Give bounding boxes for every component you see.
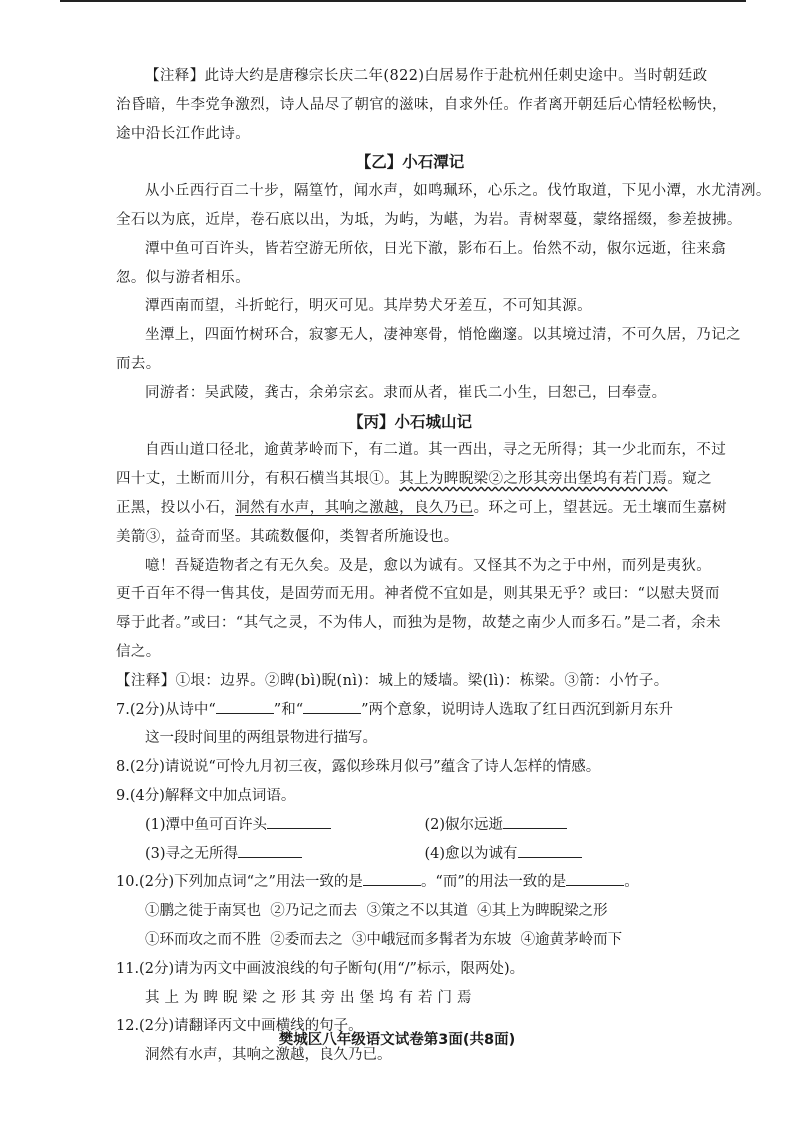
option-text: (2)俶尔远逝 — [424, 816, 504, 833]
question-8: 8.(2分)请说说“可怜九月初三夜，露似珍珠月似弓”蕴含了诗人怎样的情感。 — [116, 759, 601, 776]
option-row — [116, 811, 704, 840]
text-span: ”和“ — [273, 701, 304, 718]
passage-line — [116, 465, 713, 494]
question-stem — [116, 868, 704, 897]
question-line — [116, 696, 704, 725]
passage-line: 自西山道口径北，逾黄茅岭而下，有二道。其一西出，寻之无所得；其一少北而东，不过 — [145, 442, 727, 459]
answer-blank[interactable] — [363, 871, 421, 886]
passage-bing — [116, 436, 727, 666]
answer-blank[interactable] — [518, 843, 582, 858]
question-stem: 12.(2分)请翻译丙文中画横线的句子。 — [116, 1018, 363, 1035]
text-span: 。 — [624, 874, 639, 891]
note-line: 途中沿长江作此诗。 — [116, 125, 251, 142]
option-text: (3)寻之无所得 — [145, 845, 239, 862]
question-stem: 9.(4分)解释文中加点词语。 — [116, 787, 296, 804]
passage-bing-title: 【丙】小石城山记 — [347, 411, 472, 431]
answer-blank[interactable] — [216, 699, 274, 714]
text-span: ”两个意象，说明诗人选取了红日西沉到新月东升 — [361, 701, 674, 718]
answer-blank[interactable] — [566, 871, 624, 886]
passage-note: 【注释】①垠：边界。②睥(bì)睨(nì)：城上的矮墙。梁(lì)：栋梁。③箭：小竹子。 — [116, 672, 669, 689]
option-row — [116, 926, 704, 955]
option-text: (1)潭中鱼可百许头 — [145, 816, 268, 833]
option-text: ④其上为睥睨梁之形 — [477, 903, 608, 920]
answer-blank[interactable] — [238, 843, 302, 858]
passage-line: 忽。似与游者相乐。 — [116, 269, 251, 286]
question-stem: 11.(2分)请为丙文中画波浪线的句子断句(用“/”标示，限两处)。 — [116, 960, 525, 977]
option-text: ②委而去之 — [270, 931, 343, 948]
passage-line: 更千百年不得一售其伎，是固劳而无用。神者傥不宜如是，则其果无乎？或曰：“以慰夫贤而 — [116, 586, 720, 603]
text-span: 正黑，投以小石， — [116, 499, 236, 516]
question-9 — [116, 782, 704, 868]
passage-line: 噫！吾疑造物者之有无久矣。及是，愈以为诚有。又怪其不为之于中州，而列是夷狄。 — [145, 557, 712, 574]
passage-line — [116, 494, 727, 523]
question-10 — [116, 868, 704, 954]
question-7 — [116, 696, 704, 754]
option-text: ①环而攻之而不胜 — [145, 931, 261, 948]
question-sentence: 洞然有水声，其响之激越，良久乃已。 — [145, 1047, 392, 1064]
passage-yi — [116, 177, 771, 407]
text-span: 。“而”的用法一致的是 — [420, 874, 567, 891]
option-item — [425, 811, 705, 840]
option-text: (4)愈以为诚有 — [424, 845, 518, 862]
answer-blank[interactable] — [303, 699, 361, 714]
passage-line: 坐潭上，四面竹树环合，寂寥无人，凄神寒骨，悄怆幽邃。以其境过清，不可久居，乃记之 — [145, 327, 741, 344]
option-item — [145, 840, 425, 869]
page-footer: 樊城区八年级语文试卷第3面(共8面) — [278, 1032, 516, 1048]
option-item — [145, 811, 425, 840]
text-span: 。环之可上，望甚远。无土壤而生嘉树 — [473, 499, 727, 516]
option-item — [425, 840, 705, 869]
passage-line: 同游者：吴武陵，龚古，余弟宗玄。隶而从者，崔氏二小生，曰恕己，曰奉壹。 — [145, 384, 667, 401]
option-text: ②乃记之而去 — [270, 903, 358, 920]
passage-line: 潭中鱼可百许头，皆若空游无所依，日光下澈，影布石上。佁然不动，俶尔远逝，往来翕 — [145, 240, 727, 257]
passage-line: 全石以为底，近岸，卷石底以出，为坻，为屿，为嵁，为岩。青树翠蔓，蒙络摇缀，参差披拂。 — [116, 211, 742, 228]
exam-page — [116, 62, 771, 1070]
text-span: 四十丈，土断而川分，有积石横当其垠①。 — [116, 471, 400, 488]
passage-line: 辱于此者。”或曰：“其气之灵，不为伟人，而独为是物，故楚之南少人而多石。”是二者，余未 — [116, 615, 721, 632]
top-border-line — [60, 0, 746, 2]
underlined-sentence: 洞然有水声，其响之激越，良久乃已 — [235, 499, 474, 516]
passage-line: 信之。 — [116, 643, 161, 660]
text-span: 10.(2分)下列加点词“之”用法一致的是 — [116, 874, 363, 891]
note-line: 【注释】此诗大约是唐穆宗长庆二年(822)白居易作于赴杭州任刺史途中。当时朝廷政 — [145, 68, 708, 84]
option-text: ③中峨冠而多髯者为东坡 — [351, 931, 512, 948]
answer-blank[interactable] — [503, 814, 567, 829]
passage-line: 而去。 — [116, 355, 161, 372]
question-sentence: 其上为睥睨梁之形其旁出堡坞有若门焉 — [145, 989, 477, 1006]
poem-note — [116, 62, 727, 148]
passage-line: 美箭③，益奇而坚。其疏数偃仰，类智者所施设也。 — [116, 528, 459, 545]
passage-line: 从小丘西行百二十步，隔篁竹，闻水声，如鸣珮环，心乐之。伐竹取道，下见小潭，水尤清冽。 — [145, 183, 771, 200]
option-text: ①鹏之徙于南冥也 — [145, 903, 261, 920]
text-span: 。窥之 — [667, 471, 713, 488]
wavy-underlined-sentence: 其上为睥睨梁②之形其旁出堡坞有若门焉 — [399, 471, 668, 488]
option-row — [116, 897, 704, 926]
option-text: ③策之不以其道 — [366, 903, 468, 920]
answer-blank[interactable] — [267, 814, 331, 829]
passage-line: 潭西南而望，斗折蛇行，明灭可见。其岸势犬牙差互，不可知其源。 — [145, 298, 592, 315]
option-row — [116, 840, 704, 869]
text-span: 7.(2分)从诗中“ — [116, 701, 216, 718]
question-line: 这一段时间里的两组景物进行描写。 — [145, 730, 377, 747]
question-11 — [116, 955, 704, 1013]
note-line: 治昏暗，牛李党争激烈，诗人品尽了朝官的滋味，自求外任。作者离开朝廷后心情轻松畅快， — [116, 96, 727, 113]
passage-yi-title: 【乙】小石潭记 — [355, 152, 465, 172]
option-text: ④逾黄茅岭而下 — [520, 931, 623, 948]
